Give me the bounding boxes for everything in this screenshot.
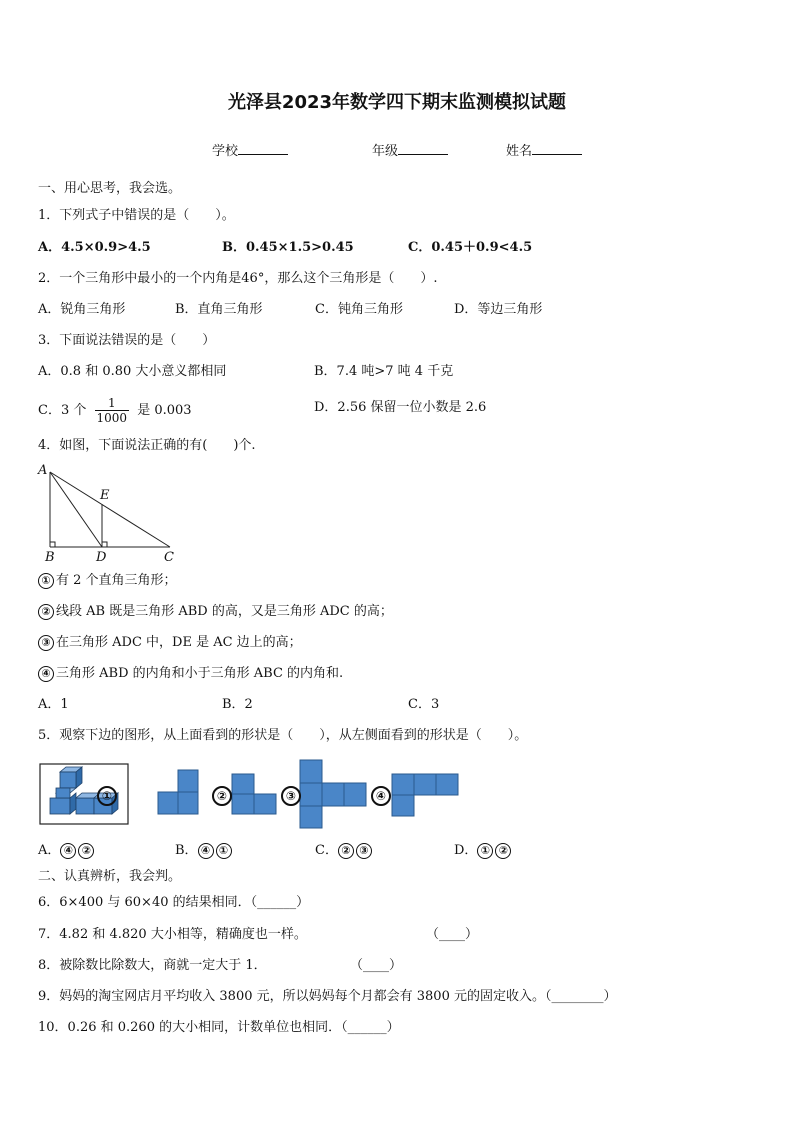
q4-option-c: C．3 [408,697,440,712]
q4-statement-4: ④ 三角形 ABD 的内角和小于三角形 ABC 的内角和. [38,665,343,683]
q8-answer-blank: （____） [350,958,403,973]
label-d: D [96,550,107,564]
right-angle-b [50,542,55,547]
view2-square [254,794,276,814]
label-e: E [100,488,110,503]
view3-square [300,806,322,828]
section-1-heading: 一、用心思考，我会选。 [38,181,182,196]
q5-option-b: B． ④ ① [175,842,234,860]
view4-square [392,795,414,816]
q4-statement-3: ③ 在三角形 ADC 中，DE 是 AC 边上的高； [38,634,302,652]
view-1-marker: ① [97,786,117,806]
view3-square [300,783,322,806]
q4-statement-1: ① 有 2 个直角三角形； [38,572,177,590]
view1-square [178,792,198,814]
view1-square [158,792,178,814]
q4-statement-2: ② 线段 AB 既是三角形 ABD 的高，又是三角形 ADC 的高； [38,603,393,621]
label-b: B [45,550,55,564]
q2-stem: 2．一个三角形中最小的一个内角是46°，那么这个三角形是（ ）. [38,271,438,286]
q3-option-b: B．7.4 吨>7 吨 4 千克 [314,364,454,379]
q4-stem: 4．如图，下面说法正确的有( )个. [38,438,256,453]
page-title: 光泽县2023年数学四下期末监测模拟试题 [227,92,567,113]
q3-option-d: D．2.56 保留一位小数是 2.6 [314,400,487,415]
q1-option-a: A．4.5×0.9>4.5 [38,240,151,255]
view4-square [392,774,414,795]
q9-text: 9．妈妈的淘宝网店月平均收入 3800 元，所以妈妈每个月都会有 3800 元的固定收入。（________） [38,989,617,1004]
view-3-marker: ③ [281,786,301,806]
view3-square [300,760,322,783]
label-a: A [38,463,48,478]
q4-option-b: B．2 [222,697,253,712]
q3-option-c: C．3 个 $\frac{1}{1000}$ 是 0.003 [38,396,192,425]
q1-option-c: C．0.45＋0.9<4.5 [408,240,533,255]
q5-option-a: A． ④ ② [38,842,96,860]
view3-square [344,783,366,806]
segment-ad [50,472,102,547]
label-c: C [164,550,174,564]
view2-square [232,794,254,814]
view1-square [178,770,198,792]
view-4-marker: ④ [371,786,391,806]
name-field: 姓名 [506,140,582,159]
q5-stem: 5．观察下边的图形，从上面看到的形状是（ ），从左侧面看到的形状是（ ）。 [38,728,528,743]
view3-square [322,783,344,806]
q2-option-c: C．钝角三角形 [315,302,403,317]
section-2-heading: 二、认真辨析，我会判。 [38,869,182,884]
q7-text: 7．4.82 和 4.820 大小相等，精确度也一样。 [38,927,307,942]
q1-option-b: B．0.45×1.5>0.45 [222,240,354,255]
q2-option-d: D．等边三角形 [454,302,543,317]
right-angle-d [102,542,107,547]
q4-triangle-diagram [34,460,184,564]
q2-option-a: A．锐角三角形 [38,302,126,317]
q5-option-c: C． ② ③ [315,842,374,860]
q2-option-b: B．直角三角形 [175,302,263,317]
q3-option-a: A．0.8 和 0.80 大小意义都相同 [38,364,227,379]
q1-stem: 1．下列式子中错误的是（ ）。 [38,208,235,223]
school-field: 学校 [212,140,288,159]
q4-option-a: A．1 [38,697,69,712]
q6-text: 6．6×400 与 60×40 的结果相同．（______） [38,895,310,910]
q10-text: 10．0.26 和 0.260 的大小相同，计数单位也相同．（______） [38,1020,400,1035]
q5-option-d: D． ① ② [454,842,513,860]
q8-text: 8．被除数比除数大，商就一定大于 1． [38,958,267,973]
q7-answer-blank: （____） [426,927,479,942]
view-2-marker: ② [212,786,232,806]
q3-stem: 3．下面说法错误的是（ ） [38,333,216,348]
view2-square [232,774,254,794]
view4-square [414,774,436,795]
grade-field: 年级 [372,140,448,159]
fraction: $\frac{1}{1000}$ [96,396,128,425]
segment-ac [50,472,170,547]
view4-square [436,774,458,795]
